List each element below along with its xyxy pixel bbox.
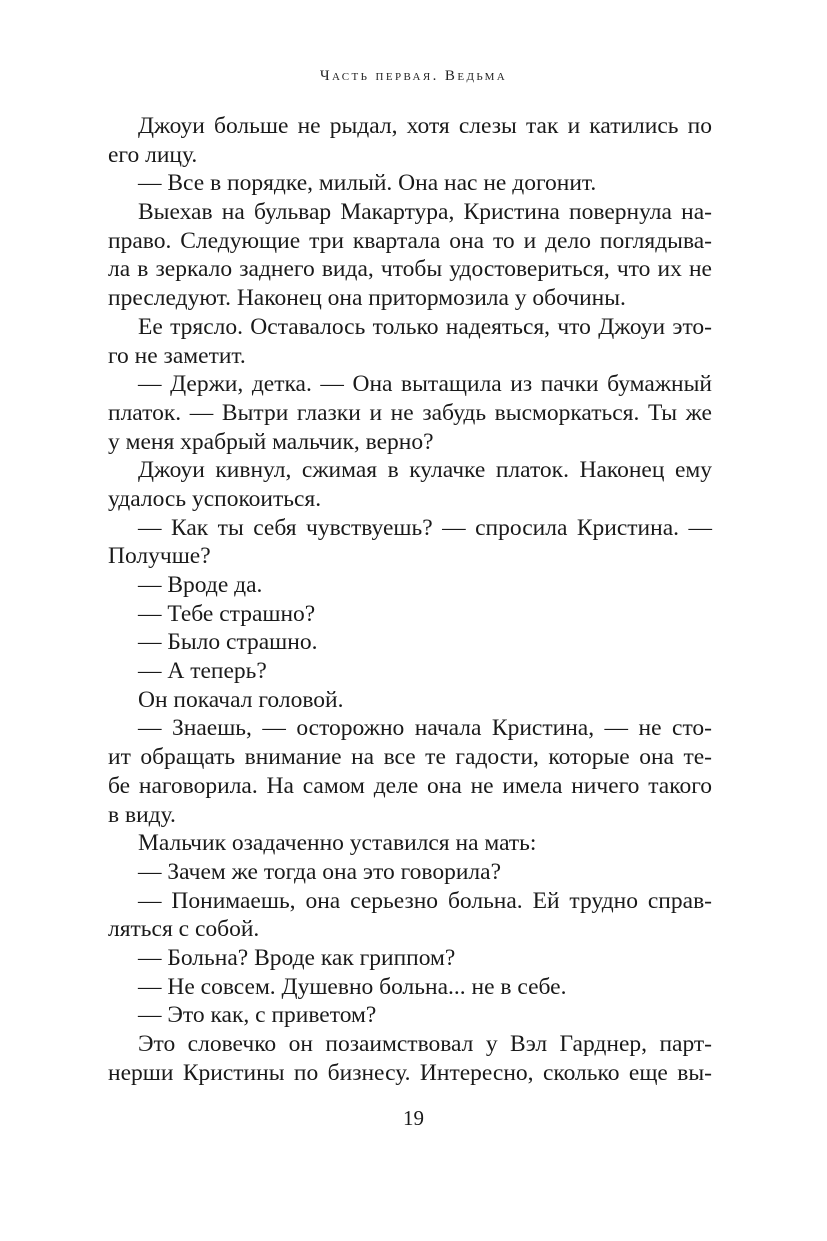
page-number: 19 [403,1106,424,1130]
text-line: — Не совсем. Душевно больна... не в себе. [138,973,567,1000]
text-line: — Все в порядке, милый. Она нас не догонит. [138,170,597,197]
text-line: ла в зеркало заднего вида, чтобы удостовериться, что их не [108,256,712,283]
body-text [108,112,712,1087]
text-line: — Как ты себя чувствуешь? — спросила Кристина. — [138,514,712,541]
text-line: — Понимаешь, она серьезно больна. Ей трудно справ- [138,887,712,914]
text-line: Ее трясло. Оставалось только надеяться, что Джоуи это- [138,313,712,340]
text-line: — Тебе страшно? [138,600,316,627]
text-line: в виду. [108,801,176,828]
text-line: Это словечко он позаимствовал у Вэл Гарднер, парт- [138,1031,712,1057]
text-line: Джоуи больше не рыдал, хотя слезы так и катились по [138,113,712,139]
text-line: Получше? [108,543,211,570]
text-line: — А теперь? [138,658,267,685]
text-line: — Зачем же тогда она это говорила? [138,858,502,885]
text-line: удалось успокоиться. [108,485,322,512]
text-line: право. Следующие три квартала она то и дело поглядыва- [108,227,712,254]
text-line: — Было страшно. [138,629,318,656]
text-line: ит обращать внимание на все те гадости, которые она те- [108,744,712,771]
text-line: — Держи, детка. — Она вытащила из пачки бумажный [138,371,712,398]
text-line: го не заметит. [108,342,246,369]
text-line: Выехав на бульвар Макартура, Кристина повернула на- [138,199,712,226]
text-line: нерши Кристины по бизнесу. Интересно, сколько еще вы- [108,1059,712,1086]
text-line: Он покачал головой. [138,686,344,713]
text-line: — Это как, с приветом? [138,1002,377,1029]
text-line: бе наговорила. На самом деле она не имела ничего такого [108,772,712,799]
text-line: — Вроде да. [138,572,263,598]
text-line: преследуют. Наконец она притормозила у обочины. [108,285,626,312]
text-line: Джоуи кивнул, сжимая в кулачке платок. Наконец ему [138,457,712,484]
text-line: Мальчик озадаченно уставился на мать: [138,830,537,857]
text-line: платок. — Вытри глазки и не забудь высморкаться. Ты же [108,399,712,426]
text-line: его лицу. [108,141,198,168]
running-head: Часть первая. Ведьма [319,68,508,84]
text-line: — Знаешь, — осторожно начала Кристина, — не сто- [138,715,712,742]
text-line: — Больна? Вроде как гриппом? [138,944,456,971]
text-line: у меня храбрый мальчик, верно? [108,428,434,455]
text-line: ляться с собой. [108,916,260,943]
